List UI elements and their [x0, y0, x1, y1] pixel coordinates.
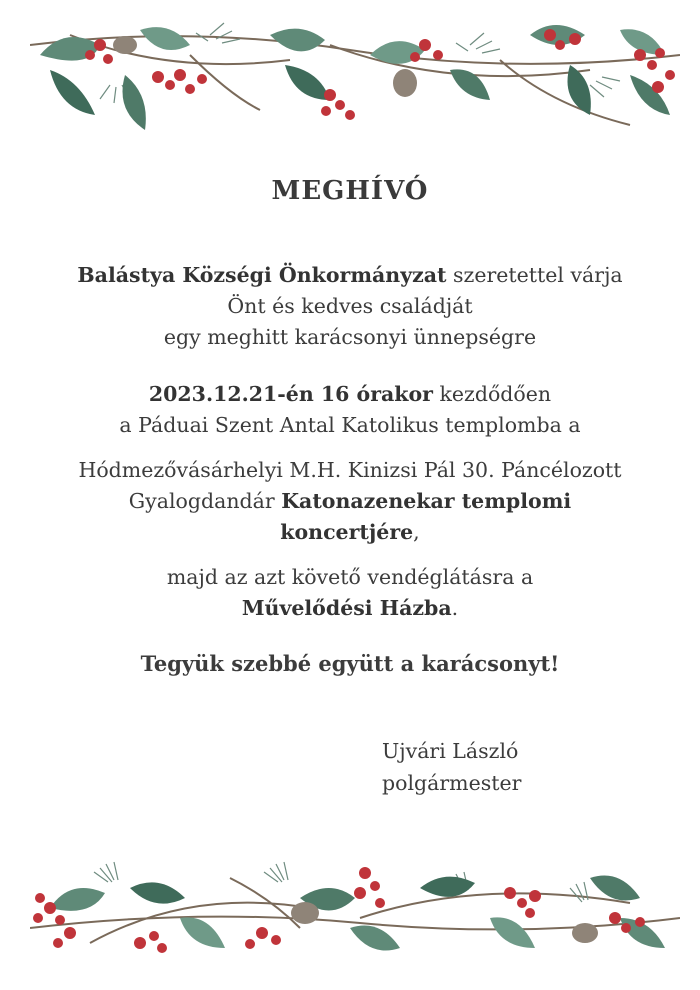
- concert-line-3-end: ,: [413, 520, 420, 544]
- reception-line-1: majd az azt követő vendéglátásra a: [166, 565, 534, 589]
- reception-paragraph: [20, 562, 680, 624]
- concert-line-1: Hódmezővásárhelyi M.H. Kinizsi Pál 30. Páncélozott: [78, 458, 622, 482]
- concert-word: koncertjére: [280, 520, 414, 544]
- event-paragraph: [20, 379, 680, 441]
- organizer-name: Balástya Községi Önkormányzat: [77, 263, 447, 287]
- bottom-holly-garland: [30, 848, 680, 963]
- event-line-2: a Páduai Szent Antal Katolikus templomba a: [119, 413, 581, 437]
- intro-line-3: egy meghitt karácsonyi ünnepségre: [163, 325, 537, 349]
- top-holly-garland: [30, 15, 680, 140]
- event-line-1-rest: kezdődően: [432, 382, 552, 406]
- invitation-title: MEGHÍVÓ: [271, 176, 429, 206]
- red-berries: [33, 867, 645, 953]
- intro-line-1-rest: szeretettel várja: [446, 263, 623, 287]
- reception-line-2: [20, 593, 680, 624]
- signature-block: [382, 735, 521, 799]
- concert-line-3: [20, 517, 680, 548]
- intro-paragraph: [20, 260, 680, 353]
- concert-line-2: [20, 486, 680, 517]
- event-datetime: 2023.12.21-én 16 órakor: [148, 382, 433, 406]
- intro-line-2: Önt és kedves családját: [227, 294, 473, 318]
- intro-line-1: [20, 260, 680, 291]
- signature-role: polgármester: [382, 771, 522, 795]
- holly-decoration-top-svg: [30, 15, 680, 140]
- slogan: Tegyük szebbé együtt a karácsonyt!: [140, 651, 560, 676]
- holly-decoration-bottom-svg: [30, 848, 680, 963]
- concert-paragraph: [20, 455, 680, 548]
- reception-place-end: .: [451, 596, 459, 620]
- reception-place: Művelődési Házba: [241, 596, 452, 620]
- concert-band-name: Katonazenekar templomi: [281, 489, 572, 513]
- concert-line-2-start: Gyalogdandár: [128, 489, 282, 513]
- event-line-1: [20, 379, 680, 410]
- signature-name: Ujvári László: [382, 739, 519, 763]
